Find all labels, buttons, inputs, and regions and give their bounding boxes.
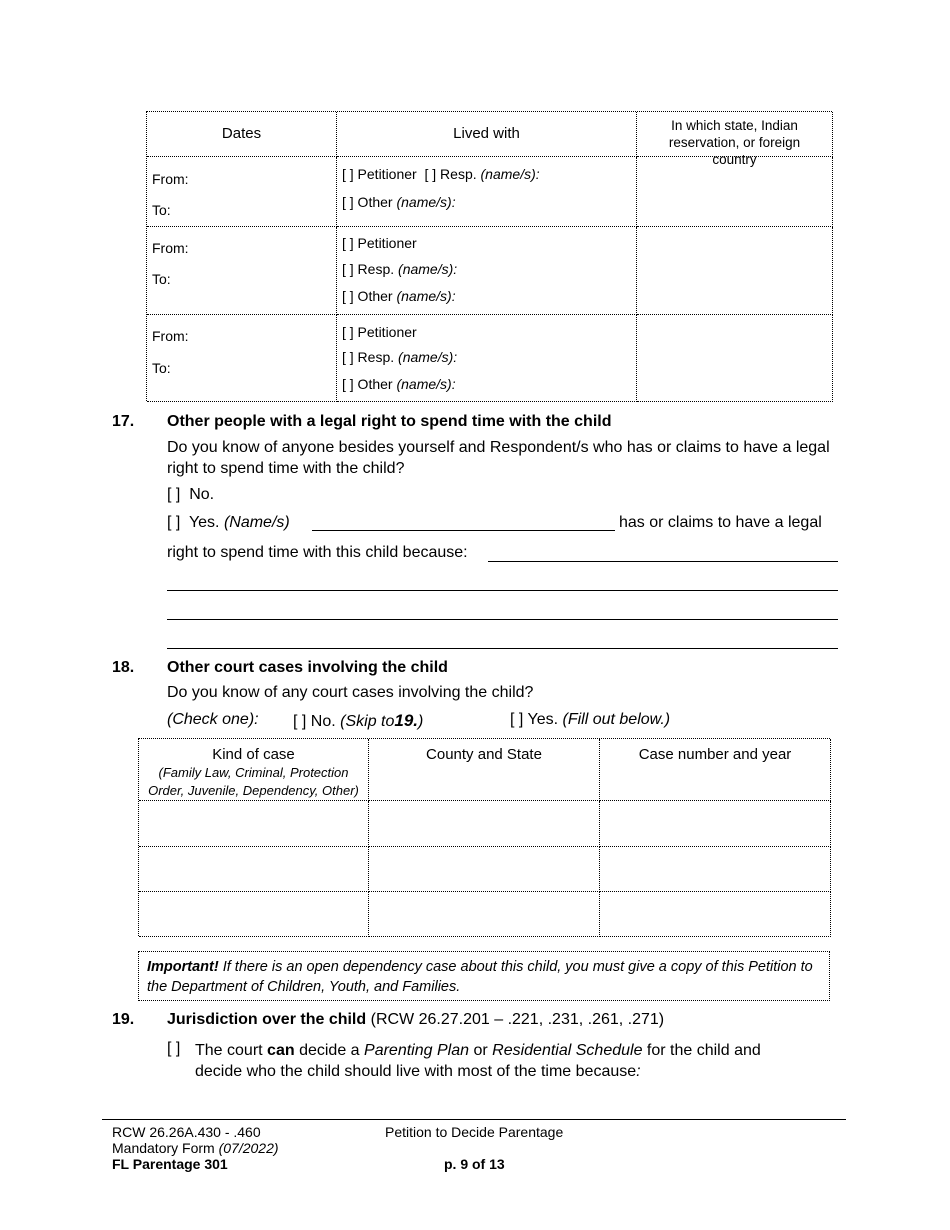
section18-no-close: ) bbox=[418, 713, 424, 730]
important-label: Important! bbox=[147, 959, 219, 975]
row1-line2-ital: (name/s): bbox=[396, 194, 456, 210]
row1-to-label: To: bbox=[152, 202, 171, 218]
row3-other bbox=[342, 376, 456, 392]
row3-petitioner: [ ] Petitioner bbox=[342, 324, 417, 340]
row2-petitioner: [ ] Petitioner bbox=[342, 235, 417, 251]
row3-resp bbox=[342, 349, 457, 365]
row3-dates[interactable] bbox=[147, 315, 337, 402]
section17-because-blank[interactable] bbox=[488, 561, 838, 562]
important-note bbox=[138, 951, 830, 1001]
section19-heading bbox=[167, 1011, 664, 1029]
section19-opt-text1: The court bbox=[195, 1042, 263, 1059]
row1-line1-ital: (name/s): bbox=[480, 166, 540, 182]
footer-left bbox=[112, 1124, 279, 1172]
section19-title: Jurisdiction over the child bbox=[167, 1011, 367, 1028]
header-lived-with bbox=[337, 112, 637, 157]
section18-yes-option[interactable] bbox=[510, 711, 670, 729]
case-row2-number[interactable] bbox=[600, 847, 831, 892]
row3-from-label: From: bbox=[152, 328, 189, 344]
row2-lived-with[interactable] bbox=[337, 227, 637, 315]
header-case-number bbox=[600, 739, 831, 801]
header-kind-text: Kind of case bbox=[212, 746, 295, 763]
row3-resp-prefix: [ ] Resp. bbox=[342, 349, 395, 365]
case-row1-county[interactable] bbox=[369, 801, 600, 847]
footer-page: p. 9 of 13 bbox=[444, 1156, 505, 1172]
row2-other-ital: (name/s): bbox=[396, 288, 456, 304]
section17-because-text: right to spend time with this child because: bbox=[167, 544, 468, 561]
section18-question: Do you know of any court cases involving the child? bbox=[167, 684, 534, 701]
footer-rule bbox=[102, 1119, 846, 1120]
row3-other-ital: (name/s): bbox=[396, 376, 456, 392]
row2-dates[interactable] bbox=[147, 227, 337, 315]
section18-check-one: (Check one): bbox=[167, 711, 259, 728]
important-text: If there is an open dependency case about this child, you must give a copy of this Petition to the Department of Children, Youth, and Families. bbox=[147, 959, 813, 995]
row2-resp-prefix: [ ] Resp. bbox=[342, 261, 395, 277]
section19-opt-text2: decide a bbox=[299, 1042, 360, 1059]
row1-line1 bbox=[342, 166, 540, 182]
header-county-state bbox=[369, 739, 600, 801]
section18-no-prefix: [ ] No. bbox=[293, 713, 336, 730]
row1-line2-prefix: [ ] Other bbox=[342, 194, 393, 210]
row3-lived-with[interactable] bbox=[337, 315, 637, 402]
section18-number: 18. bbox=[112, 659, 135, 676]
row2-from-label: From: bbox=[152, 240, 189, 256]
header-county-text: County and State bbox=[426, 746, 542, 763]
row1-location[interactable] bbox=[637, 157, 833, 227]
case-row3-county[interactable] bbox=[369, 892, 600, 937]
row1-line1-prefix: [ ] Petitioner [ ] Resp. bbox=[342, 166, 477, 182]
section18-yes-prefix: [ ] Yes. bbox=[510, 711, 559, 728]
footer-mandatory-prefix: Mandatory Form bbox=[112, 1140, 215, 1156]
row1-line2 bbox=[342, 194, 456, 210]
section19-opt-text3: for the child and bbox=[646, 1042, 761, 1059]
row3-to-label: To: bbox=[152, 360, 171, 376]
section17-blank-line-3[interactable] bbox=[167, 648, 838, 649]
section19-number: 19. bbox=[112, 1011, 135, 1028]
section17-yes-ital: (Name/s) bbox=[223, 514, 290, 531]
row1-from-label: From: bbox=[152, 171, 189, 187]
row1-dates[interactable] bbox=[147, 157, 337, 227]
footer-rcw: RCW 26.26A.430 - .460 bbox=[112, 1124, 261, 1140]
section19-opt-can: can bbox=[267, 1042, 295, 1059]
case-row1-kind[interactable] bbox=[139, 801, 369, 847]
court-cases-table bbox=[138, 738, 830, 936]
row2-resp bbox=[342, 261, 457, 277]
section19-option-checkbox[interactable]: [ ] bbox=[167, 1040, 181, 1057]
section17-title: Other people with a legal right to spend time with the child bbox=[167, 413, 612, 430]
section17-yes-option[interactable] bbox=[167, 514, 290, 532]
header-location-text: In which state, Indian reservation, or foreign country bbox=[668, 118, 801, 167]
section18-skip-num: 19. bbox=[394, 711, 419, 730]
row2-location[interactable] bbox=[637, 227, 833, 315]
section18-title: Other court cases involving the child bbox=[167, 659, 448, 676]
case-row2-county[interactable] bbox=[369, 847, 600, 892]
row3-location[interactable] bbox=[637, 315, 833, 402]
footer-mandatory bbox=[112, 1140, 279, 1156]
case-row1-number[interactable] bbox=[600, 801, 831, 847]
section18-yes-ital: (Fill out below.) bbox=[562, 711, 671, 728]
header-location bbox=[637, 112, 833, 167]
header-dates bbox=[147, 112, 337, 157]
row3-resp-ital: (name/s): bbox=[398, 349, 458, 365]
section18-no-option[interactable] bbox=[293, 711, 423, 731]
section17-number: 17. bbox=[112, 413, 135, 430]
section17-question: Do you know of anyone besides yourself and Respondent/s who has or claims to have a legal right to spend time with the child? bbox=[167, 439, 830, 477]
section17-no-option[interactable]: [ ] No. bbox=[167, 486, 215, 503]
section17-blank-line-2[interactable] bbox=[167, 619, 838, 620]
section17-yes-prefix: [ ] Yes. bbox=[167, 514, 220, 531]
section17-names-blank[interactable] bbox=[312, 530, 615, 531]
row1-lived-with[interactable] bbox=[337, 157, 637, 227]
case-row3-kind[interactable] bbox=[139, 892, 369, 937]
footer-title: Petition to Decide Parentage bbox=[385, 1124, 564, 1140]
section18-no-ital: (Skip to bbox=[340, 713, 395, 730]
footer-form-id: FL Parentage 301 bbox=[112, 1156, 228, 1172]
section17-blank-line-1[interactable] bbox=[167, 590, 838, 591]
section19-citation: (RCW 26.27.201 – .221, .231, .261, .271) bbox=[370, 1011, 665, 1028]
residence-table bbox=[146, 111, 832, 401]
section19-opt-line2: decide who the child should live with most of the time because bbox=[195, 1063, 637, 1080]
section19-option-text bbox=[195, 1040, 845, 1082]
case-row2-kind[interactable] bbox=[139, 847, 369, 892]
header-kind-of-case bbox=[139, 739, 369, 801]
case-row3-number[interactable] bbox=[600, 892, 831, 937]
row2-other bbox=[342, 288, 456, 304]
section19-opt-colon: : bbox=[636, 1063, 641, 1080]
row2-resp-ital: (name/s): bbox=[398, 261, 458, 277]
section19-opt-pp: Parenting Plan bbox=[364, 1042, 469, 1059]
header-kind-sub: (Family Law, Criminal, Protection Order, Juvenile, Dependency, Other) bbox=[148, 765, 359, 798]
section19-opt-or: or bbox=[473, 1042, 488, 1059]
header-lived-with-text: Lived with bbox=[453, 125, 520, 142]
row3-other-prefix: [ ] Other bbox=[342, 376, 393, 392]
section17-yes-suffix: has or claims to have a legal bbox=[619, 514, 822, 531]
header-dates-text: Dates bbox=[221, 125, 262, 142]
section19-opt-rs: Residential Schedule bbox=[492, 1042, 643, 1059]
header-case-number-text: Case number and year bbox=[638, 746, 792, 763]
footer-mandatory-date: (07/2022) bbox=[218, 1140, 279, 1156]
row2-other-prefix: [ ] Other bbox=[342, 288, 393, 304]
row2-to-label: To: bbox=[152, 271, 171, 287]
